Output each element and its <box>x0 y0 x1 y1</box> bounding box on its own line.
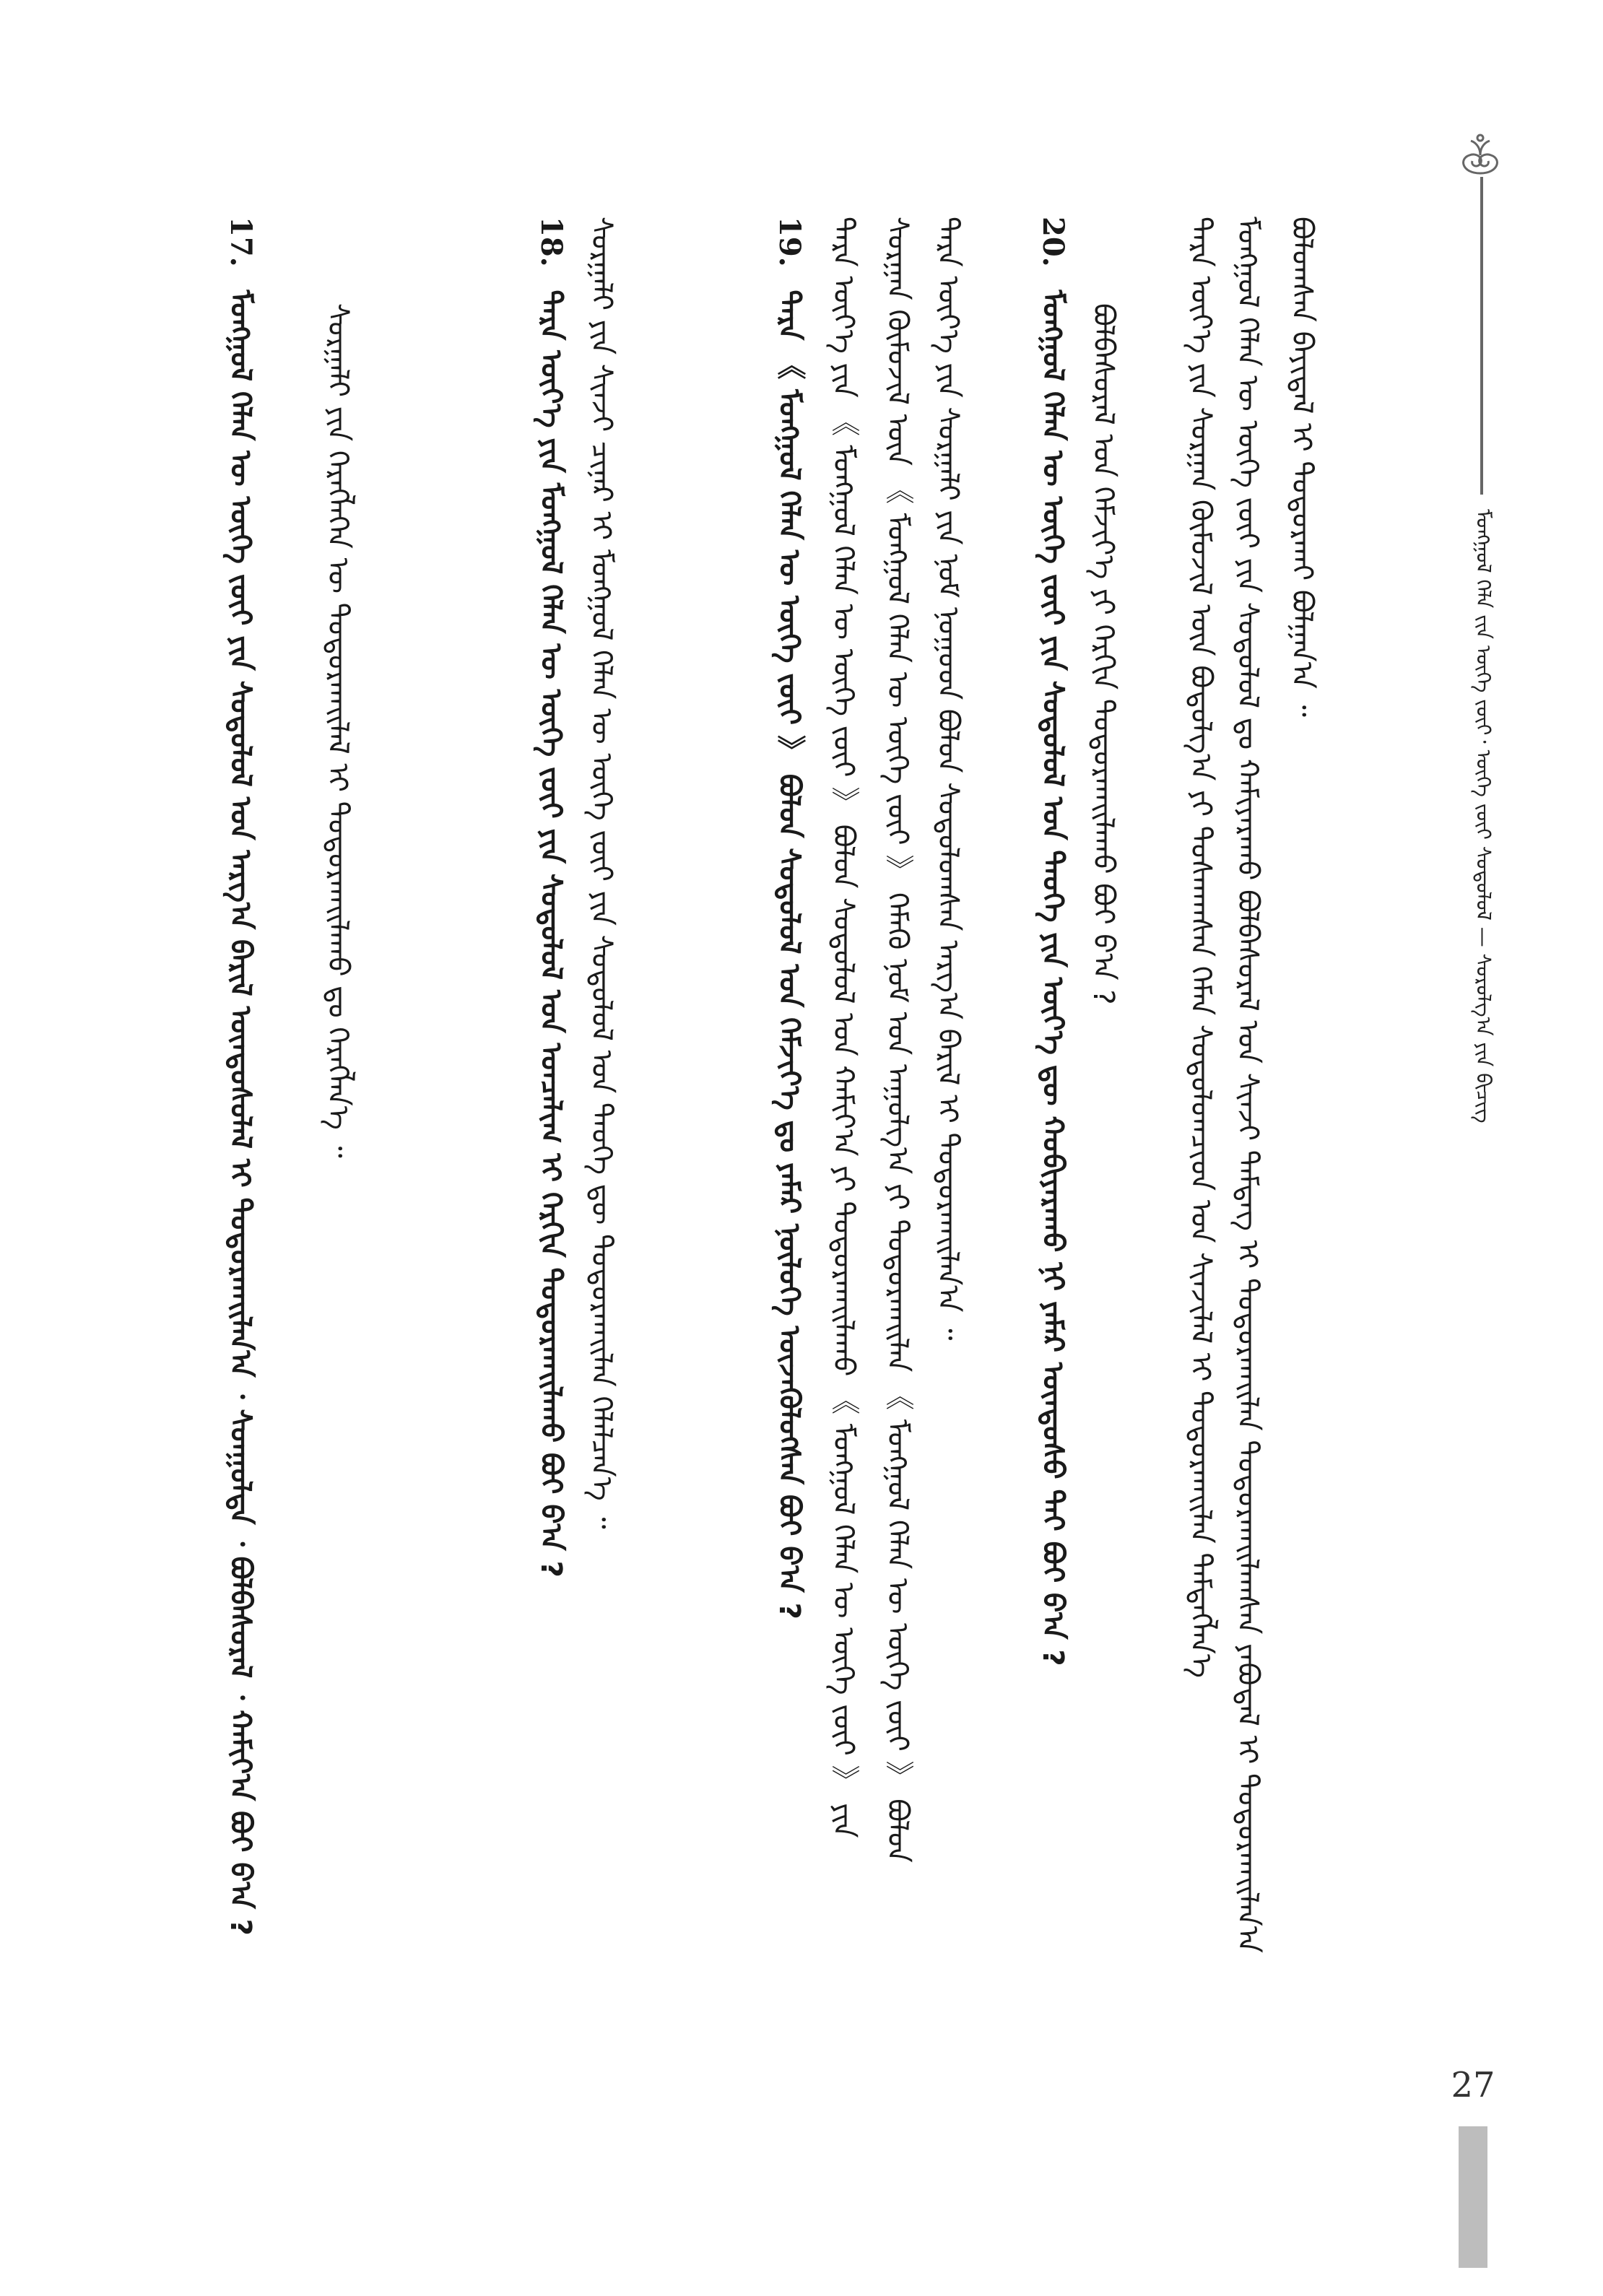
question-text: ᠮᠣᠩᠭᠣᠯ ᠬᠡᠯᠡᠨ ᠦ ᠦᠭᠡ ᠵᠦᠢ ᠶᠢᠨ ᠰᠤᠳᠤᠯᠤᠯ ᠤᠨ ᠲᠡᠦᠬᠡ ᠶᠢᠨ ᠦᠶ᠎ᠡ ᠳᠦ ᠬᠤᠪᠢᠶᠠᠷᠠᠬᠤ ᠨᠢ ᠶᠠᠮᠠᠷ ᠦᠨᠳᠦᠰᠦ ᠲᠡᠶ ᠪᠤᠢ ᠪ᠎ᠠ ? <box>1036 290 1069 1666</box>
question-number: 19. <box>773 217 807 267</box>
question-text: ᠲᠡᠷᠡ 《 ᠮᠣᠩᠭᠣᠯ ᠬᠡᠯᠡᠨ ᠦ ᠦᠭᠡ ᠵᠦᠢ 》 ᠪᠣᠯᠤᠨ ᠰᠤᠳᠤᠯᠤᠯ ᠤᠨ ᠬᠡᠮᠵᠢᠶ᠎ᠡ ᠳᠤ ᠶᠠᠮᠠᠷ ᠨᠥᠯᠦᠭᠡ ᠦᠵᠡᠭᠦᠯᠦᠭᠰᠡᠨ ᠪᠤᠢ ᠪ᠎ᠠ ? <box>773 290 806 1619</box>
column-text: ᠰᠤᠷᠭᠠᠨ ᠬᠦᠮᠦᠵᠢᠯ ᠦᠨ 《 ᠮᠣᠩᠭᠣᠯ ᠬᠡᠯᠡᠨ ᠦ ᠦᠭᠡ ᠵᠦᠢ 》 ᠬᠡᠮᠡᠬᠦ ᠨᠣᠮ ᠤᠨ ᠠᠭᠤᠯᠭ᠎ᠠ ᠶᠢ ᠲᠣᠳᠤᠷᠬᠠᠢᠯᠠᠨ 《 ᠮᠣᠩᠭᠣᠯ ᠬᠡᠯᠡᠨ ᠦ ᠦᠭᠡ ᠵᠦᠢ 》 ᠪᠣᠯᠤᠨ <box>881 217 914 1863</box>
text-column <box>318 217 358 2296</box>
question-column <box>531 217 571 2209</box>
ornament-icon <box>1455 134 1506 177</box>
running-title: ᠮᠣᠩᠭᠣᠯ ᠬᠡᠯᠡ ᠵᠢᠨ ᠦᠭᠡ ᠵᠦᠢ᠂ ᠦᠭᠡ ᠵᠦᠢ ᠰᠤᠳᠤᠯᠤᠯ — ᠰᠤᠷᠤᠯᠭ᠎ᠠ ᠶᠢᠨ ᠪᠢᠴᠢᠭ <box>1472 509 1495 1123</box>
question-number: 20. <box>1036 217 1070 267</box>
question-number: 17. <box>224 217 258 267</box>
question-text: ᠮᠣᠩᠭᠣᠯ ᠬᠡᠯᠡᠨ ᠦ ᠦᠭᠡ ᠵᠦᠢ ᠶᠢᠨ ᠰᠤᠳᠤᠯᠤᠯ ᠤᠨ ᠠᠷᠭ᠎ᠠ ᠪᠠᠷᠢᠯ ᠦᠨᠳᠦᠰᠦᠯᠡᠯ ᠢ ᠲᠣᠳᠤᠷᠬᠠᠢᠯᠠᠨ᠎ᠠ ᠂ ᠰᠣᠨᠭᠤᠯᠲᠠ ᠂ ᠪᠣᠯᠪᠠᠰᠤᠷᠠᠯ ᠂ ᠬᠠᠮᠢᠶ᠎ᠠ ᠪᠤᠢ ᠪ᠎ᠠ ? <box>224 290 257 1936</box>
question-column <box>220 217 261 2209</box>
column-text: ᠲᠡᠷᠡ ᠦᠶ᠎ᠡ ᠶᠢᠨ ᠰᠤᠷᠭᠠᠨ ᠬᠦᠮᠦᠵᠢᠯ ᠦᠨ ᠪᠣᠳᠤᠯᠭ᠎ᠠ ᠶᠢ ᠲᠤᠰᠬᠠᠭᠰᠠᠨ ᠬᠡᠮᠡᠨ ᠰᠤᠳᠤᠯᠤᠭᠴᠢᠳ ᠤᠨ ᠰᠢᠨᠵᠢᠯᠡᠯ ᠢ ᠲᠣᠳᠤᠷᠬᠠᠢᠯᠠᠨ ᠲᠡᠮᠳᠡᠭᠯᠡᠨ᠎ᠡ <box>1184 217 1217 1678</box>
column-text: ᠰᠤᠷᠭᠠᠯᠢ ᠶᠢᠨ ᠬᠡᠷᠡᠭᠯᠡᠭᠡᠨ ᠦ ᠲᠣᠳᠤᠷᠬᠠᠢᠯᠠᠯ ᠢ ᠲᠣᠳᠤᠷᠬᠠᠢᠯᠠᠬᠤ ᠳᠤ ᠬᠡᠷᠡᠭᠯᠡᠨ᠎ᠡ ᠃ <box>321 303 355 1158</box>
text-column <box>1282 217 1322 2209</box>
question-number: 18. <box>534 217 568 267</box>
column-text: ᠲᠡᠷᠡ ᠦᠶ᠎ᠡ ᠶᠢᠨ 《 ᠮᠣᠩᠭᠣᠯ ᠬᠡᠯᠡᠨ ᠦ ᠦᠭᠡ ᠵᠦᠢ 》 ᠪᠣᠯᠤᠨ ᠰᠤᠳᠤᠯᠤᠯ ᠤᠨ ᠬᠠᠮᠢᠶ᠎ᠠ ᠶᠢ ᠲᠣᠳᠤᠷᠬᠠᠢᠯᠠᠬᠤ 《 ᠮᠣᠩᠭᠣᠯ ᠬᠡᠯᠡᠨ ᠦ ᠦᠭᠡ ᠵᠦᠢ 》 ᠶᠢᠨ <box>827 217 860 1838</box>
page-number: 27 <box>1451 2065 1495 2105</box>
column-text: ᠮᠣᠩᠭᠣᠯ ᠬᠡᠯᠡᠨ ᠦ ᠦᠭᠡ ᠵᠦᠢ ᠶᠢᠨ ᠰᠤᠳᠤᠯᠤᠯ ᠳᠤ ᠬᠠᠮᠢᠶᠠᠷᠠᠬᠤ ᠪᠣᠯᠪᠠᠰᠤᠷᠠᠯ ᠤᠨ ᠰᠢᠨᠵᠢ ᠲᠡᠮᠳᠡᠭ ᠢ ᠲᠣᠳᠤᠷᠬᠠᠢᠯᠠᠨ ᠲᠣᠳᠤᠷᠬᠠᠢᠯᠠᠭᠰᠠᠨ ᠶᠠᠪᠤᠳᠠᠯ ᠢ ᠲᠣᠳᠤᠷᠬᠠᠢᠯᠠᠨ᠎ᠠ <box>1231 217 1264 1953</box>
text-column <box>823 217 864 2209</box>
text-column <box>877 217 918 2209</box>
text-column <box>1181 217 1221 2209</box>
column-text: ᠰᠤᠷᠭᠠᠯᠢ ᠶᠢᠨ ᠰᠢᠨᠵᠢ ᠴᠢᠨᠠᠷ ᠢ ᠮᠣᠩᠭᠣᠯ ᠬᠡᠯᠡᠨ ᠦ ᠦᠭᠡ ᠵᠦᠢ ᠶᠢᠨ ᠰᠤᠳᠤᠯᠤᠯ ᠤᠨ ᠲᠡᠦᠬᠡ ᠳᠦ ᠲᠣᠳᠤᠷᠬᠠᠢᠯᠠᠨ ᠬᠡᠯᠡᠯᠴᠡᠨ᠎ᠡ ᠃ <box>585 217 618 1529</box>
text-column <box>928 217 968 2209</box>
running-header <box>1441 134 1506 1455</box>
question-text: ᠲᠡᠷᠡ ᠦᠶ᠎ᠡ ᠶᠢᠨ ᠮᠣᠩᠭᠣᠯ ᠬᠡᠯᠡᠨ ᠦ ᠦᠭᠡ ᠵᠦᠢ ᠶᠢᠨ ᠰᠤᠳᠤᠯᠤᠯ ᠤᠨ ᠣᠨᠴᠠᠯᠢᠭ ᠢ ᠬᠡᠷᠬᠢᠨ ᠲᠣᠳᠤᠷᠬᠠᠢᠯᠠᠬᠤ ᠪᠤᠢ ᠪ᠎ᠠ ? <box>534 290 568 1578</box>
question-column <box>769 217 809 2209</box>
column-text: ᠪᠣᠯᠪᠠᠰᠤᠷᠠᠯ ᠤᠨ ᠬᠡᠮᠵᠢᠶ᠎ᠡ ᠶᠢ ᠬᠡᠷᠬᠢᠨ ᠲᠣᠳᠤᠷᠬᠠᠢᠯᠠᠬᠤ ᠪᠤᠢ ᠪ᠎ᠠ ? <box>1087 303 1120 1005</box>
question-column <box>1033 217 1073 2209</box>
column-text: ᠲᠡᠷᠡ ᠦᠶ᠎ᠡ ᠶᠢᠨ ᠰᠤᠷᠭᠠᠯᠢ ᠶᠢᠨ ᠨᠣᠮ ᠨᠤᠭᠤᠳ ᠪᠣᠯᠤᠨ ᠰᠤᠳᠤᠯᠤᠭᠰᠠᠨ ᠠᠷᠭ᠎ᠠ ᠪᠠᠷᠢᠯ ᠢ ᠲᠣᠳᠤᠷᠬᠠᠢᠯᠠᠨ᠎ᠠ ᠃ <box>931 217 965 1341</box>
text-column <box>1228 217 1268 2209</box>
text-column <box>1083 217 1124 2296</box>
text-column <box>581 217 622 2209</box>
column-text: ᠪᠣᠯᠣᠭᠰᠠᠨ ᠪᠠᠶᠢᠳᠠᠯ ᠢ ᠲᠣᠳᠤᠷᠬᠠᠢ ᠪᠣᠯᠭᠠᠨ᠎ᠠ ᠃ <box>1285 217 1319 717</box>
header-rule <box>1480 177 1483 495</box>
thumb-tab <box>1459 2126 1487 2268</box>
